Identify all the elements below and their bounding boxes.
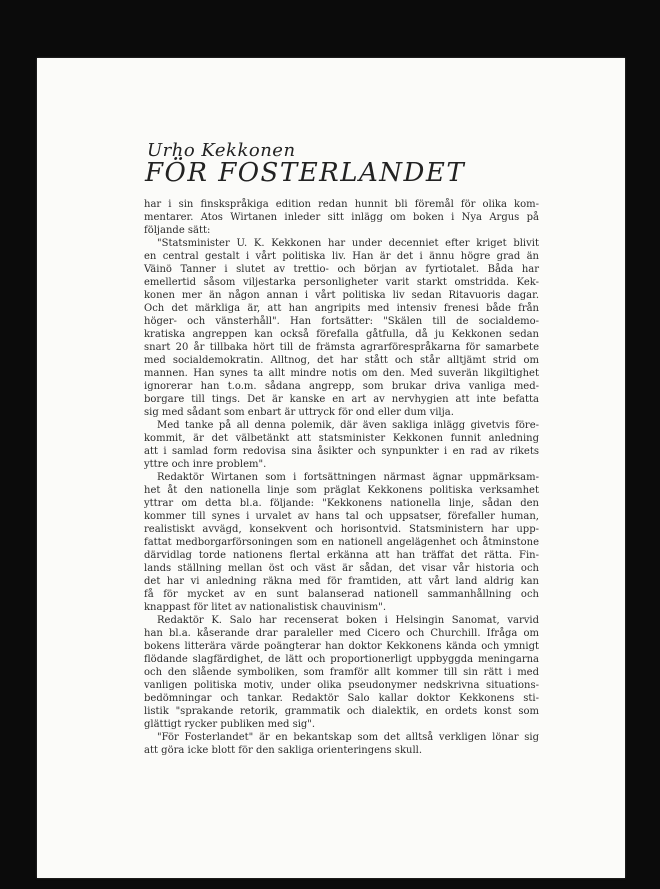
text-line: följande sätt: [144,225,211,236]
text-line: emellertid såsom viljestarka personligheter varit starkt omstridda. Kek- [144,277,539,288]
text-line: flödande slagfärdighet, de lätt och proportionerligt uppbyggda meningarna [144,654,539,665]
text-line: kommit, är det välbetänkt att statsminister Kekkonen funnit anledning [144,433,539,444]
text-line: vanligen politiska motiv, under olika pseudonymer nedskrivna situations- [144,680,539,691]
text-line: därvidlag torde nationens flertal erkänna att han träffat det rätta. Fin- [144,550,539,561]
text-line: bedömningar och tankar. Redaktör Salo kallar doktor Kekkonens sti- [144,693,539,704]
text-line: realistiskt avvägd, konsekvent och horisontvid. Statsministern har upp- [144,524,539,535]
text-line: yttrar om detta bl.a. följande: "Kekkonens nationella linje, sådan den [144,498,539,509]
paragraph [144,471,539,614]
text-line: mannen. Han synes ta allt mindre notis om den. Med suverän likgiltighet [144,368,539,379]
text-line: het åt den nationella linje som präglat Kekkonens politiska verksamhet [144,485,539,496]
text-line: Och det märkliga är, att han angripits med intensiv frenesi både från [144,303,539,314]
text-line: Redaktör K. Salo har recenserat boken i Helsingin Sanomat, varvid [157,615,539,626]
paragraph [144,614,539,731]
text-line: höger- och vänsterhåll". Han fortsätter: "Skälen till de socialdemo- [144,316,539,327]
document-page [37,58,625,878]
text-line: "Statsminister U. K. Kekkonen har under decenniet efter kriget blivit [157,238,539,249]
book-title: FÖR FOSTERLANDET [145,158,466,188]
text-line: har i sin finskspråkiga edition redan hunnit bli föremål för olika kom- [144,199,539,210]
text-line: glättigt rycker publiken med sig". [144,719,316,730]
text-line: att i samlad form redovisa sina åsikter och synpunkter i en rad av rikets [144,446,539,457]
text-line: kommer till synes i urvalet av hans tal och uppsatser, förefaller human, [144,511,539,522]
text-line: snart 20 år tillbaka hört till de främsta agrarförespråkarna för samarbete [144,342,539,353]
text-line: knappast för litet av nationalistisk chauvinism". [144,602,387,613]
text-line: att göra icke blott för den sakliga orienteringens skull. [144,745,423,756]
paragraph [144,198,539,237]
text-line: Väinö Tanner i slutet av trettio- och början av fyrtiotalet. Båda har [144,264,539,275]
text-line: Redaktör Wirtanen som i fortsättningen närmast ägnar uppmärksam- [157,472,539,483]
paragraph [144,419,539,471]
text-line: kratiska angreppen kan också förefalla gåtfulla, då ju Kekkonen sedan [144,329,539,340]
text-line: han bl.a. kåserande drar paraleller med Cicero och Churchill. Ifråga om [144,628,539,639]
text-line: bokens litterära värde poängterar han doktor Kekkonens kända och ymnigt [144,641,539,652]
text-line: sig med sådant som enbart är uttryck för ond eller dum vilja. [144,407,454,418]
text-line: fattat medborgarförsoningen som en nationell angelägenhet och åtminstone [144,537,539,548]
text-line: ignorerar han t.o.m. sådana angrepp, som brukar driva vanliga med- [144,381,539,392]
text-line: få för mycket av en sunt balanserad nationell sammanhållning och [144,589,539,600]
text-line: Med tanke på all denna polemik, där även sakliga inlägg givetvis före- [157,420,539,431]
author-name: Urho Kekkonen [147,140,296,161]
text-line: konen mer än någon annan i vårt politiska liv sedan Ritavuoris dagar. [144,290,539,301]
text-line: yttre och inre problem". [144,459,267,470]
text-line: listik "sprakande retorik, grammatik och dialektik, en ordets konst som [144,706,539,717]
text-line: lands ställning mellan öst och väst är sådan, det visar vår historia och [144,563,539,574]
text-line: borgare till tings. Det är kanske en art av nervhygien att inte befatta [144,394,539,405]
text-line: mentarer. Atos Wirtanen inleder sitt inlägg om boken i Nya Argus på [144,212,539,223]
text-line: med socialdemokratin. Alltnog, det har stått och står alltjämt strid om [144,355,539,366]
text-line: en central gestalt i vårt politiska liv. Han är det i ännu högre grad än [144,251,539,262]
text-line: och den slående symboliken, som framför allt kommer till sin rätt i med [144,667,539,678]
body-text [144,198,539,757]
paragraph [144,731,539,757]
text-line: "För Fosterlandet" är en bekantskap som det alltså verkligen lönar sig [157,732,539,743]
text-line: det har vi anledning räkna med för framtiden, att vårt land aldrig kan [144,576,539,587]
paragraph [144,237,539,419]
